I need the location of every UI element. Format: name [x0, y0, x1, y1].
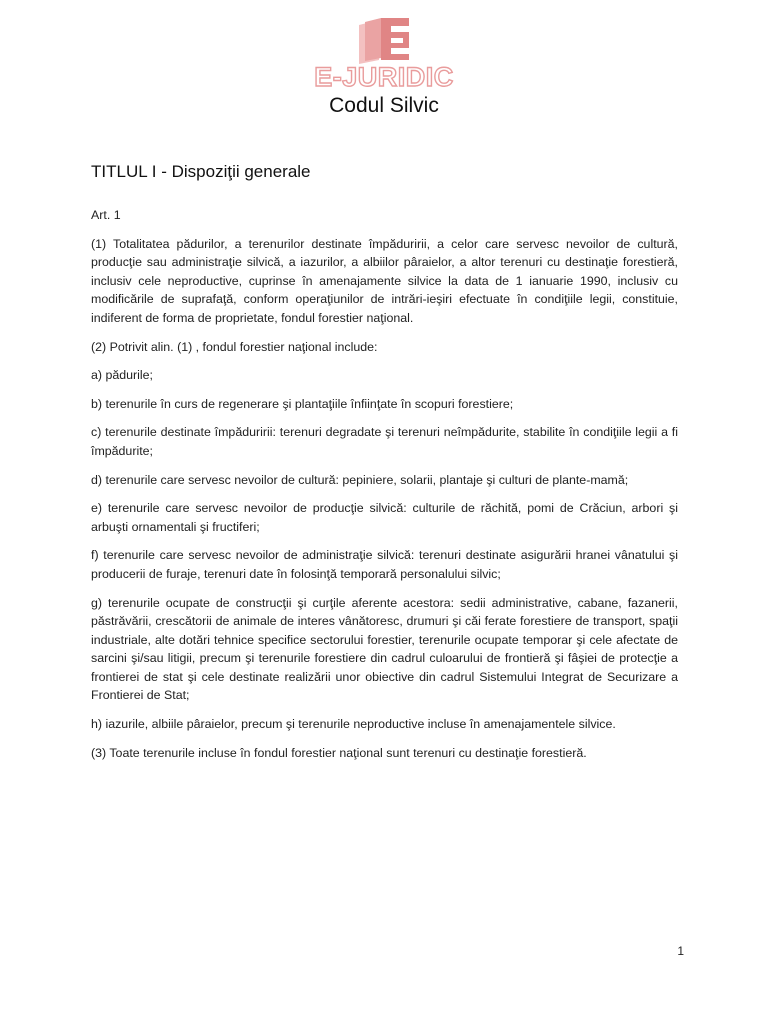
paragraph: h) iazurile, albiile pâraielor, precum şi terenurile neproductive incluse în amenajamentele silvice.: [91, 717, 616, 732]
article-label: Art. 1: [91, 208, 121, 222]
book-e-logo-icon: [357, 16, 411, 64]
page-number: 1: [677, 944, 684, 958]
paragraph: g) terenurile ocupate de construcţii şi curţile aferente acestora: sedii administrative, cabane, fazanerii, păstrăvării, crescătorii de animale de interes vânătoresc, drumuri şi căi ferate forestiere de transport, spaţii industriale, alte dotări tehnice specifice sectorului forestier, terenurile ocupate temporar şi cele afectate de sarcini şi/sau litigii, precum şi terenurile forestiere din cadrul culoarului de frontieră şi fâşiei de protecţie a frontierei de stat şi cele destinate realizării unor obiective din cadrul Sistemului Integrat de Securizare a Frontierei de Stat;: [91, 595, 678, 703]
paragraph: (3) Toate terenurile incluse în fondul forestier naţional sunt terenuri cu destinaţie forestieră.: [91, 745, 587, 760]
article-content: [91, 206, 678, 772]
paragraph: c) terenurile destinate împăduririi: terenuri degradate şi terenuri neîmpădurite, stabilite în condiţiile legii a fi împădurite;: [91, 425, 678, 458]
document-title: Codul Silvic: [329, 94, 439, 117]
paragraph: a) pădurile;: [91, 368, 153, 383]
paragraph: b) terenurile în curs de regenerare şi plantaţiile înfiinţate în scopuri forestiere;: [91, 396, 514, 411]
paragraph: (1) Totalitatea pădurilor, a terenurilor destinate împăduririi, a celor care servesc nevoilor de cultură, producţie sau administraţie silvică, a iazurilor, a albiilor pâraielor, a altor terenuri cu destinaţie forestieră, inclusiv cele neproductive, cuprinse în amenajamente silvice la data de 1 ianuarie 1990, inclusiv cu modificările de suprafaţă, conform operaţiunilor de intrări-ieşiri efectuate în condiţiile legii, constituie, indiferent de forma de proprietate, fondul forestier naţional.: [91, 236, 678, 325]
logo-text: E-JURIDIC: [314, 62, 454, 92]
paragraph: d) terenurile care servesc nevoilor de cultură: pepiniere, solarii, plantaje şi culturi de plante-mamă;: [91, 472, 629, 487]
paragraph: f) terenurile care servesc nevoilor de administraţie silvică: terenuri destinate asigurării hranei vânatului şi producerii de furaje, terenuri date în folosinţă temporară personalului silvic;: [91, 548, 678, 581]
paragraph: (2) Potrivit alin. (1) , fondul forestier naţional include:: [91, 339, 378, 354]
paragraph: e) terenurile care servesc nevoilor de producţie silvică: culturile de răchită, pomi de Crăciun, arbori şi arbuşti ornamentali şi fructiferi;: [91, 501, 678, 534]
section-title: TITLUL I - Dispoziţii generale: [91, 162, 311, 181]
